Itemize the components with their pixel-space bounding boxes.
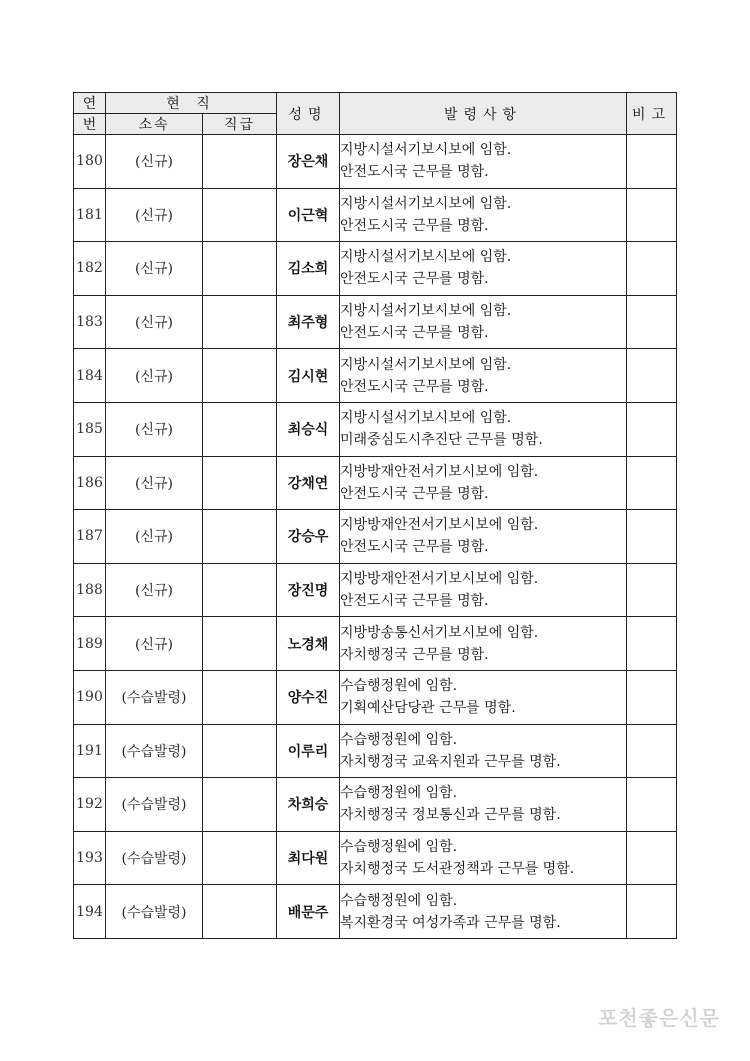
order-cell [340,510,627,564]
affiliation-cell: (신규) [106,510,203,564]
order-cell [340,188,627,242]
table-row [74,349,677,403]
order-cell [340,135,627,189]
order-line-appointment: 수습행정원에 임함. [340,731,458,748]
note-cell [627,831,677,885]
header-serial-bottom: 번 [74,114,106,135]
rank-cell [203,724,277,778]
table-header [74,93,677,135]
order-line-assignment: 안전도시국 근무를 명함. [340,485,489,502]
serial-number: 192 [74,778,106,832]
rank-cell [203,242,277,296]
affiliation-cell: (신규) [106,242,203,296]
person-name: 장은채 [277,135,340,189]
order-line-assignment: 자치행정국 정보통신과 근무를 명함. [340,807,561,824]
order-line-assignment: 미래중심도시추진단 근무를 명함. [340,432,543,449]
note-cell [627,188,677,242]
affiliation-cell: (수습발령) [106,885,203,939]
affiliation-cell: (신규) [106,563,203,617]
table-row [74,563,677,617]
order-line-appointment: 수습행정원에 임함. [340,678,458,695]
person-name: 김시현 [277,349,340,403]
serial-number: 180 [74,135,106,189]
order-line-appointment: 지방방송통신서기보시보에 임함. [340,624,539,641]
order-line-appointment: 지방시설서기보시보에 임함. [340,142,512,159]
note-cell [627,563,677,617]
serial-number: 189 [74,617,106,671]
serial-number: 183 [74,295,106,349]
order-cell [340,778,627,832]
serial-number: 181 [74,188,106,242]
person-name: 최다원 [277,831,340,885]
table-row [74,402,677,456]
rank-cell [203,349,277,403]
order-line-appointment: 수습행정원에 임함. [340,785,458,802]
rank-cell [203,510,277,564]
order-line-assignment: 안전도시국 근무를 명함. [340,325,489,342]
order-cell [340,456,627,510]
order-cell [340,670,627,724]
note-cell [627,242,677,296]
person-name: 이루리 [277,724,340,778]
person-name: 김소희 [277,242,340,296]
note-cell [627,510,677,564]
order-line-assignment: 안전도시국 근무를 명함. [340,539,489,556]
serial-number: 185 [74,402,106,456]
table-row [74,724,677,778]
serial-number: 193 [74,831,106,885]
table-row [74,135,677,189]
rank-cell [203,563,277,617]
order-cell [340,295,627,349]
table-row [74,778,677,832]
table-row [74,510,677,564]
person-name: 노경채 [277,617,340,671]
table-row [74,617,677,671]
rank-cell [203,402,277,456]
person-name: 최승식 [277,402,340,456]
rank-cell [203,456,277,510]
serial-number: 186 [74,456,106,510]
rank-cell [203,831,277,885]
person-name: 강채연 [277,456,340,510]
newspaper-watermark: 포천좋은신문 [598,1006,720,1030]
order-line-appointment: 지방방재안전서기보시보에 임함. [340,571,539,588]
affiliation-cell: (수습발령) [106,778,203,832]
note-cell [627,778,677,832]
order-line-assignment: 안전도시국 근무를 명함. [340,593,489,610]
person-name: 최주형 [277,295,340,349]
order-cell [340,242,627,296]
order-cell [340,885,627,939]
serial-number: 190 [74,670,106,724]
table-row [74,188,677,242]
serial-number: 184 [74,349,106,403]
personnel-order-table [73,92,677,939]
affiliation-cell: (신규) [106,402,203,456]
affiliation-cell: (수습발령) [106,670,203,724]
order-line-appointment: 지방시설서기보시보에 임함. [340,410,512,427]
order-line-assignment: 자치행정국 교육지원과 근무를 명함. [340,753,561,770]
order-line-assignment: 복지환경국 여성가족과 근무를 명함. [340,914,561,931]
header-note: 비고 [627,93,677,135]
person-name: 배문주 [277,885,340,939]
note-cell [627,670,677,724]
affiliation-cell: (신규) [106,456,203,510]
affiliation-cell: (신규) [106,349,203,403]
order-cell [340,563,627,617]
order-line-assignment: 안전도시국 근무를 명함. [340,378,489,395]
affiliation-cell: (신규) [106,188,203,242]
order-line-assignment: 안전도시국 근무를 명함. [340,271,489,288]
person-name: 이근혁 [277,188,340,242]
order-line-assignment: 자치행정국 근무를 명함. [340,646,489,663]
note-cell [627,295,677,349]
note-cell [627,456,677,510]
note-cell [627,402,677,456]
rank-cell [203,885,277,939]
order-cell [340,724,627,778]
person-name: 강승우 [277,510,340,564]
rank-cell [203,295,277,349]
affiliation-cell: (신규) [106,617,203,671]
order-line-assignment: 자치행정국 도서관정책과 근무를 명함. [340,861,575,878]
order-cell [340,617,627,671]
order-cell [340,349,627,403]
rank-cell [203,617,277,671]
order-line-appointment: 지방시설서기보시보에 임함. [340,303,512,320]
header-order: 발령사항 [340,93,627,135]
order-line-appointment: 수습행정원에 임함. [340,892,458,909]
header-name: 성명 [277,93,340,135]
note-cell [627,349,677,403]
order-line-appointment: 지방시설서기보시보에 임함. [340,195,512,212]
affiliation-cell: (수습발령) [106,724,203,778]
serial-number: 188 [74,563,106,617]
order-cell [340,402,627,456]
note-cell [627,617,677,671]
header-affiliation: 소속 [106,114,203,135]
serial-number: 191 [74,724,106,778]
order-line-appointment: 수습행정원에 임함. [340,839,458,856]
order-line-assignment: 안전도시국 근무를 명함. [340,164,489,181]
serial-number: 182 [74,242,106,296]
table-row [74,885,677,939]
header-serial-top: 연 [74,93,106,114]
header-current-post: 현 직 [106,93,277,114]
table-row [74,295,677,349]
rank-cell [203,188,277,242]
table-row [74,670,677,724]
rank-cell [203,135,277,189]
person-name: 양수진 [277,670,340,724]
rank-cell [203,670,277,724]
serial-number: 187 [74,510,106,564]
order-cell [340,831,627,885]
table-body [74,135,677,939]
order-line-assignment: 기획예산담당관 근무를 명함. [340,700,516,717]
table-row [74,456,677,510]
table-row [74,242,677,296]
header-rank: 직급 [203,114,277,135]
table-row [74,831,677,885]
order-line-appointment: 지방시설서기보시보에 임함. [340,249,512,266]
affiliation-cell: (수습발령) [106,831,203,885]
person-name: 장진명 [277,563,340,617]
rank-cell [203,778,277,832]
note-cell [627,135,677,189]
person-name: 차희승 [277,778,340,832]
order-line-appointment: 지방방재안전서기보시보에 임함. [340,517,539,534]
note-cell [627,724,677,778]
order-line-appointment: 지방방재안전서기보시보에 임함. [340,463,539,480]
note-cell [627,885,677,939]
serial-number: 194 [74,885,106,939]
affiliation-cell: (신규) [106,295,203,349]
order-line-assignment: 안전도시국 근무를 명함. [340,217,489,234]
order-line-appointment: 지방시설서기보시보에 임함. [340,356,512,373]
affiliation-cell: (신규) [106,135,203,189]
